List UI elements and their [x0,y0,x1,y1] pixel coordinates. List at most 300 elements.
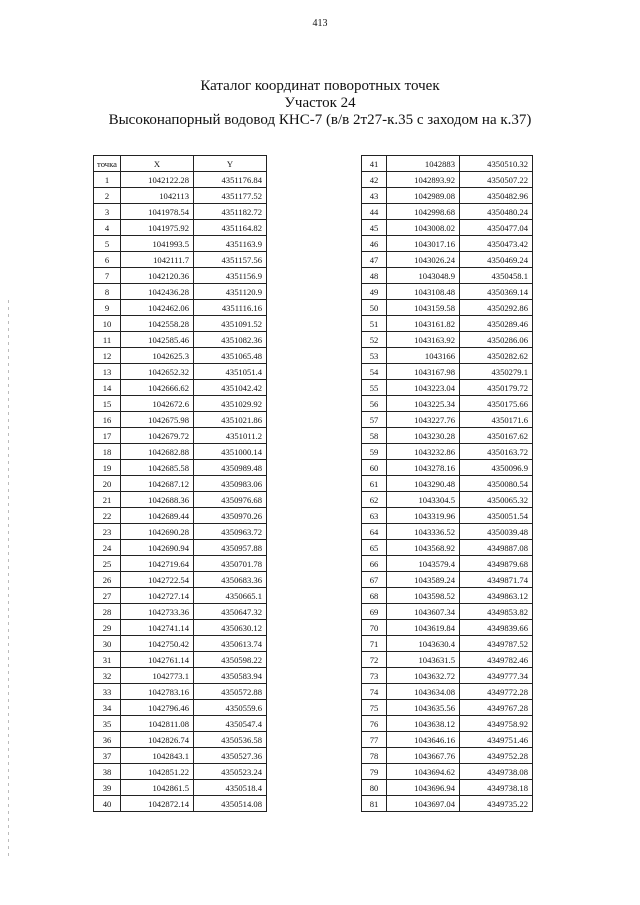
point-number: 46 [362,236,387,252]
y-coordinate: 4351082.36 [194,332,267,348]
y-coordinate: 4350163.72 [460,444,533,460]
x-coordinate: 1042672.6 [121,396,194,412]
y-coordinate: 4350282.62 [460,348,533,364]
table-row [94,236,267,252]
table-row [94,524,267,540]
x-coordinate: 1042685.58 [121,460,194,476]
point-number: 80 [362,780,387,796]
x-coordinate: 1042783.16 [121,684,194,700]
point-number: 5 [94,236,121,252]
point-number: 25 [94,556,121,572]
table-row [94,668,267,684]
y-coordinate: 4350518.4 [194,780,267,796]
x-coordinate: 1043696.94 [387,780,460,796]
x-coordinate: 1043166 [387,348,460,364]
point-number: 27 [94,588,121,604]
x-coordinate: 1041993.5 [121,236,194,252]
point-number: 24 [94,540,121,556]
y-coordinate: 4350983.06 [194,476,267,492]
x-coordinate: 1043632.72 [387,668,460,684]
table-row [94,588,267,604]
y-coordinate: 4351029.92 [194,396,267,412]
table-row [362,380,533,396]
x-coordinate: 1043635.56 [387,700,460,716]
table-row [94,252,267,268]
y-coordinate: 4351065.48 [194,348,267,364]
x-coordinate: 1043290.48 [387,476,460,492]
table-row [94,316,267,332]
point-number: 9 [94,300,121,316]
table-row [362,236,533,252]
point-number: 79 [362,764,387,780]
table-row [362,316,533,332]
y-coordinate: 4350289.46 [460,316,533,332]
point-number: 54 [362,364,387,380]
x-coordinate: 1043589.24 [387,572,460,588]
y-coordinate: 4350458.1 [460,268,533,284]
table-row [94,492,267,508]
y-coordinate: 4351011.2 [194,428,267,444]
table-row [362,332,533,348]
y-coordinate: 4350167.62 [460,428,533,444]
x-coordinate: 1042733.36 [121,604,194,620]
x-coordinate: 1042998.68 [387,204,460,220]
point-number: 47 [362,252,387,268]
x-coordinate: 1043579.4 [387,556,460,572]
point-number: 76 [362,716,387,732]
x-coordinate: 1043223.04 [387,380,460,396]
y-coordinate: 4350065.32 [460,492,533,508]
x-coordinate: 1043638.12 [387,716,460,732]
table-row [94,780,267,796]
y-coordinate: 4350630.12 [194,620,267,636]
y-coordinate: 4349871.74 [460,572,533,588]
x-coordinate: 1043319.96 [387,508,460,524]
y-coordinate: 4350527.36 [194,748,267,764]
table-row [362,396,533,412]
title-line-section: Участок 24 [284,95,356,111]
x-coordinate: 1042679.72 [121,428,194,444]
x-coordinate: 1042625.3 [121,348,194,364]
y-coordinate: 4350514.08 [194,796,267,812]
x-coordinate: 1042727.14 [121,588,194,604]
y-coordinate: 4350613.74 [194,636,267,652]
table-row [362,604,533,620]
x-coordinate: 1042893.92 [387,172,460,188]
y-coordinate: 4349853.82 [460,604,533,620]
point-number: 13 [94,364,121,380]
y-coordinate: 4349738.18 [460,780,533,796]
table-row [362,540,533,556]
y-coordinate: 4350970.26 [194,508,267,524]
y-coordinate: 4350469.24 [460,252,533,268]
table-row [362,460,533,476]
x-coordinate: 1043225.34 [387,396,460,412]
point-number: 1 [94,172,121,188]
point-number: 65 [362,540,387,556]
header-point: точка [94,156,121,172]
x-coordinate: 1043697.04 [387,796,460,812]
y-coordinate: 4351177.52 [194,188,267,204]
x-coordinate: 1043568.92 [387,540,460,556]
point-number: 56 [362,396,387,412]
y-coordinate: 4350989.48 [194,460,267,476]
y-coordinate: 4350507.22 [460,172,533,188]
x-coordinate: 1042872.14 [121,796,194,812]
table-row [362,764,533,780]
point-number: 58 [362,428,387,444]
x-coordinate: 1042682.88 [121,444,194,460]
x-coordinate: 1043630.4 [387,636,460,652]
x-coordinate: 1042796.46 [121,700,194,716]
point-number: 64 [362,524,387,540]
table-row [362,668,533,684]
point-number: 12 [94,348,121,364]
point-number: 10 [94,316,121,332]
x-coordinate: 1042690.28 [121,524,194,540]
y-coordinate: 4350039.48 [460,524,533,540]
y-coordinate: 4350096.9 [460,460,533,476]
table-row [362,780,533,796]
coordinates-table-left [93,155,267,812]
y-coordinate: 4350683.36 [194,572,267,588]
y-coordinate: 4350583.94 [194,668,267,684]
point-number: 11 [94,332,121,348]
table-row [94,220,267,236]
x-coordinate: 1042675.98 [121,412,194,428]
table-row [94,476,267,492]
y-coordinate: 4350976.68 [194,492,267,508]
x-coordinate: 1043159.58 [387,300,460,316]
point-number: 36 [94,732,121,748]
point-number: 63 [362,508,387,524]
x-coordinate: 1043227.76 [387,412,460,428]
table-row [362,300,533,316]
x-coordinate: 1042585.46 [121,332,194,348]
y-coordinate: 4351000.14 [194,444,267,460]
y-coordinate: 4350279.1 [460,364,533,380]
table-row [362,364,533,380]
point-number: 31 [94,652,121,668]
table-row [362,556,533,572]
point-number: 41 [362,156,387,172]
table-row [94,700,267,716]
y-coordinate: 4350477.04 [460,220,533,236]
table-row [94,428,267,444]
title-line-catalog: Каталог координат поворотных точек [200,78,440,94]
y-coordinate: 4350523.24 [194,764,267,780]
x-coordinate: 1043631.5 [387,652,460,668]
point-number: 8 [94,284,121,300]
x-coordinate: 1041975.92 [121,220,194,236]
point-number: 81 [362,796,387,812]
table-row [362,268,533,284]
table-row [94,380,267,396]
table-row [362,220,533,236]
table-row [362,476,533,492]
table-row [94,204,267,220]
x-coordinate: 1043048.9 [387,268,460,284]
title-line-pipeline: Высоконапорный водовод КНС-7 (в/в 2т27-к.35 с заходом на к.37) [108,112,532,128]
y-coordinate: 4349782.46 [460,652,533,668]
point-number: 34 [94,700,121,716]
y-coordinate: 4349751.46 [460,732,533,748]
table-row [94,268,267,284]
margin-line [8,300,9,860]
table-row [94,300,267,316]
x-coordinate: 1042113 [121,188,194,204]
point-number: 78 [362,748,387,764]
point-number: 69 [362,604,387,620]
y-coordinate: 4350957.88 [194,540,267,556]
table-row [94,636,267,652]
x-coordinate: 1043278.16 [387,460,460,476]
x-coordinate: 1043336.52 [387,524,460,540]
point-number: 75 [362,700,387,716]
table-row [362,412,533,428]
y-coordinate: 4350482.96 [460,188,533,204]
table-row [362,620,533,636]
point-number: 71 [362,636,387,652]
point-number: 62 [362,492,387,508]
y-coordinate: 4349767.28 [460,700,533,716]
x-coordinate: 1042688.36 [121,492,194,508]
x-coordinate: 1042462.06 [121,300,194,316]
point-number: 35 [94,716,121,732]
y-coordinate: 4350701.78 [194,556,267,572]
y-coordinate: 4349772.28 [460,684,533,700]
y-coordinate: 4350572.88 [194,684,267,700]
table-row [362,204,533,220]
point-number: 67 [362,572,387,588]
x-coordinate: 1041978.54 [121,204,194,220]
point-number: 6 [94,252,121,268]
y-coordinate: 4350647.32 [194,604,267,620]
table-row [362,188,533,204]
point-number: 33 [94,684,121,700]
x-coordinate: 1042851.22 [121,764,194,780]
table-row [94,396,267,412]
table-row [94,716,267,732]
y-coordinate: 4349735.22 [460,796,533,812]
x-coordinate: 1043232.86 [387,444,460,460]
x-coordinate: 1042690.94 [121,540,194,556]
table-row [362,524,533,540]
point-number: 26 [94,572,121,588]
x-coordinate: 1043598.52 [387,588,460,604]
point-number: 20 [94,476,121,492]
header-y: Y [194,156,267,172]
y-coordinate: 4350286.06 [460,332,533,348]
point-number: 52 [362,332,387,348]
point-number: 72 [362,652,387,668]
page-number: 413 [312,18,328,29]
table-row [94,764,267,780]
point-number: 17 [94,428,121,444]
point-number: 68 [362,588,387,604]
table-row [362,684,533,700]
y-coordinate: 4350179.72 [460,380,533,396]
x-coordinate: 1042719.64 [121,556,194,572]
y-coordinate: 4350369.14 [460,284,533,300]
y-coordinate: 4351116.16 [194,300,267,316]
x-coordinate: 1042773.1 [121,668,194,684]
x-coordinate: 1043167.98 [387,364,460,380]
point-number: 2 [94,188,121,204]
point-number: 61 [362,476,387,492]
x-coordinate: 1043634.08 [387,684,460,700]
table-row [94,540,267,556]
x-coordinate: 1042883 [387,156,460,172]
y-coordinate: 4350473.42 [460,236,533,252]
point-number: 49 [362,284,387,300]
y-coordinate: 4350547.4 [194,716,267,732]
y-coordinate: 4349758.92 [460,716,533,732]
point-number: 55 [362,380,387,396]
point-number: 66 [362,556,387,572]
x-coordinate: 1042666.62 [121,380,194,396]
point-number: 50 [362,300,387,316]
y-coordinate: 4351120.9 [194,284,267,300]
point-number: 18 [94,444,121,460]
point-number: 32 [94,668,121,684]
x-coordinate: 1042436.28 [121,284,194,300]
point-number: 77 [362,732,387,748]
point-number: 60 [362,460,387,476]
table-row [94,332,267,348]
table-row [94,348,267,364]
table-row [94,508,267,524]
point-number: 3 [94,204,121,220]
table-row [362,508,533,524]
point-number: 74 [362,684,387,700]
x-coordinate: 1042120.36 [121,268,194,284]
x-coordinate: 1043646.16 [387,732,460,748]
point-number: 38 [94,764,121,780]
table-row [362,796,533,812]
point-number: 16 [94,412,121,428]
x-coordinate: 1042811.08 [121,716,194,732]
point-number: 29 [94,620,121,636]
x-coordinate: 1043667.76 [387,748,460,764]
x-coordinate: 1042558.28 [121,316,194,332]
x-coordinate: 1043017.16 [387,236,460,252]
y-coordinate: 4349879.68 [460,556,533,572]
table-row [94,284,267,300]
table-header-row [94,156,267,172]
y-coordinate: 4351091.52 [194,316,267,332]
table-row [94,460,267,476]
point-number: 42 [362,172,387,188]
coordinates-table-right [361,155,533,812]
point-number: 14 [94,380,121,396]
table-row [94,620,267,636]
y-coordinate: 4351021.86 [194,412,267,428]
table-row [362,252,533,268]
y-coordinate: 4351051.4 [194,364,267,380]
table-row [94,748,267,764]
table-row [94,652,267,668]
table-row [362,748,533,764]
x-coordinate: 1043026.24 [387,252,460,268]
table-row [362,572,533,588]
y-coordinate: 4351163.9 [194,236,267,252]
table-row [362,636,533,652]
point-number: 70 [362,620,387,636]
table-row [362,492,533,508]
point-number: 23 [94,524,121,540]
table-row [94,444,267,460]
y-coordinate: 4349839.66 [460,620,533,636]
x-coordinate: 1043163.92 [387,332,460,348]
y-coordinate: 4350665.1 [194,588,267,604]
point-number: 28 [94,604,121,620]
point-number: 39 [94,780,121,796]
table-row [94,556,267,572]
y-coordinate: 4350510.32 [460,156,533,172]
point-number: 51 [362,316,387,332]
x-coordinate: 1042689.44 [121,508,194,524]
point-number: 22 [94,508,121,524]
y-coordinate: 4350598.22 [194,652,267,668]
point-number: 21 [94,492,121,508]
x-coordinate: 1042750.42 [121,636,194,652]
y-coordinate: 4350292.86 [460,300,533,316]
y-coordinate: 4351176.84 [194,172,267,188]
document-title [0,78,640,129]
y-coordinate: 4350051.54 [460,508,533,524]
table-row [362,428,533,444]
x-coordinate: 1042687.12 [121,476,194,492]
y-coordinate: 4351156.9 [194,268,267,284]
table-row [362,444,533,460]
point-number: 37 [94,748,121,764]
table-row [362,172,533,188]
y-coordinate: 4350171.6 [460,412,533,428]
table-row [362,284,533,300]
table-row [94,796,267,812]
table-row [362,652,533,668]
point-number: 57 [362,412,387,428]
x-coordinate: 1042989.08 [387,188,460,204]
table-row [94,412,267,428]
y-coordinate: 4349752.28 [460,748,533,764]
x-coordinate: 1043230.28 [387,428,460,444]
x-coordinate: 1042826.74 [121,732,194,748]
x-coordinate: 1042652.32 [121,364,194,380]
x-coordinate: 1042111.7 [121,252,194,268]
x-coordinate: 1043607.34 [387,604,460,620]
x-coordinate: 1042843.1 [121,748,194,764]
x-coordinate: 1042122.28 [121,172,194,188]
x-coordinate: 1042722.54 [121,572,194,588]
point-number: 7 [94,268,121,284]
point-number: 43 [362,188,387,204]
point-number: 73 [362,668,387,684]
table-row [94,572,267,588]
point-number: 48 [362,268,387,284]
y-coordinate: 4349863.12 [460,588,533,604]
y-coordinate: 4351164.82 [194,220,267,236]
point-number: 40 [94,796,121,812]
table-row [94,188,267,204]
x-coordinate: 1043161.82 [387,316,460,332]
y-coordinate: 4350536.58 [194,732,267,748]
y-coordinate: 4350480.24 [460,204,533,220]
x-coordinate: 1043304.5 [387,492,460,508]
point-number: 4 [94,220,121,236]
table-row [94,364,267,380]
